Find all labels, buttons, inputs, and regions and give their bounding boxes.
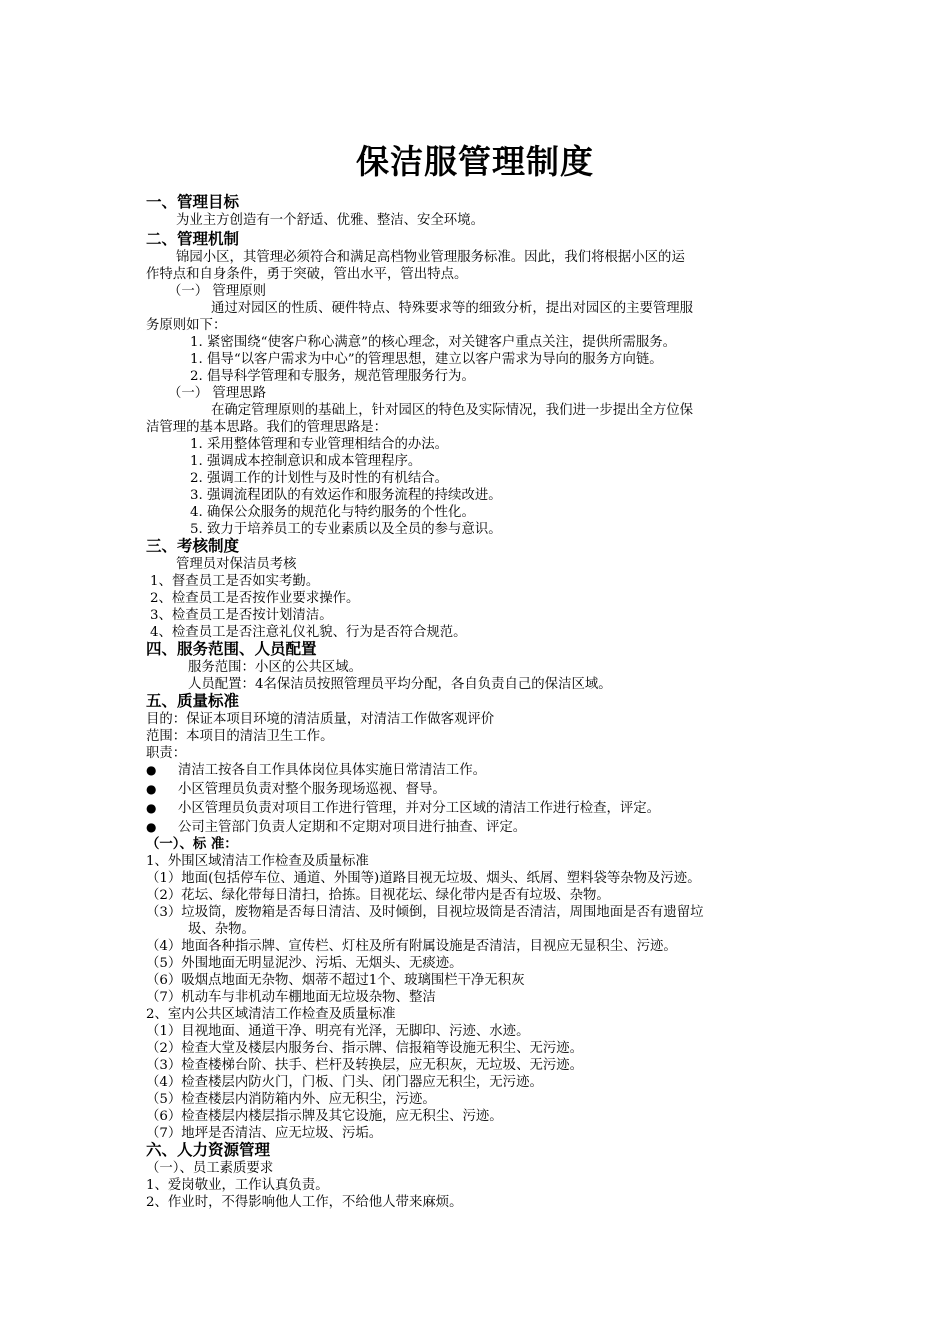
outer-area-heading: 1、外围区域清洁工作检查及质量标准: [146, 854, 369, 869]
section-heading-quality: 五、质量标准: [146, 692, 240, 710]
standards-heading: （一）、标 准：: [146, 836, 238, 852]
approach-item: 2. 强调工作的计划性与及时性的有机结合。: [190, 471, 449, 486]
bullet-icon: ●: [146, 801, 157, 815]
approach-item: 4. 确保公众服务的规范化与特约服务的个性化。: [190, 505, 475, 520]
quality-range: 范围：本项目的清洁卫生工作。: [146, 729, 334, 744]
section-heading-goal: 一、管理目标: [146, 193, 240, 211]
principle-item: 1. 倡导“以客户需求为中心”的管理思想，建立以客户需求为导向的服务方向链。: [190, 352, 663, 367]
section-heading-mechanism: 二、管理机制: [146, 230, 240, 248]
indoor-area-heading: 2、室内公共区域清洁工作检查及质量标准: [146, 1007, 396, 1022]
approach-item: 1. 采用整体管理和专业管理相结合的办法。: [190, 437, 449, 452]
outer-area-item-continued: 圾、杂物。: [188, 922, 255, 937]
outer-area-item: （4）地面各种指示牌、宣传栏、灯柱及所有附属设施是否清洁，目视应无显积尘、污迹。: [146, 939, 677, 954]
indoor-area-item: （3）检查楼梯台阶、扶手、栏杆及转换层，应无积灰，无垃圾、无污迹。: [146, 1058, 584, 1073]
staffing-text: 人员配置：4名保洁员按照管理员平均分配，各自负责自己的保洁区域。: [188, 677, 612, 692]
duties-label: 职责：: [146, 746, 187, 761]
approach-item: 5. 致力于培养员工的专业素质以及全员的参与意识。: [190, 522, 502, 537]
approach-item: 3. 强调流程团队的有效运作和服务流程的持续改进。: [190, 488, 502, 503]
assessment-subheading: 管理员对保洁员考核: [176, 557, 297, 572]
principle-item: 2. 倡导科学管理和专服务，规范管理服务行为。: [190, 369, 475, 384]
mechanism-intro-line: 作特点和自身条件，勇于突破，管出水平，管出特点。: [146, 267, 468, 282]
section-heading-scope: 四、服务范围、人员配置: [146, 640, 317, 658]
indoor-area-item: （2）检查大堂及楼层内服务台、指示牌、信报箱等设施无积尘、无污迹。: [146, 1041, 584, 1056]
principles-text-line: 务原则如下：: [146, 318, 227, 333]
hr-subheading: （一）、员工素质要求: [146, 1161, 274, 1176]
approach-text-line: 在确定管理原则的基础上，针对园区的特色及实际情况，我们进一步提出全方位保: [211, 403, 694, 418]
duty-item: 小区管理员负责对项目工作进行管理，并对分工区域的清洁工作进行检查，评定。: [178, 801, 661, 816]
subsection-heading-approach: （一） 管理思路: [168, 386, 266, 401]
bullet-icon: ●: [146, 782, 157, 796]
approach-item: 1. 强调成本控制意识和成本管理程序。: [190, 454, 422, 469]
outer-area-item: （5）外围地面无明显泥沙、污垢、无烟头、无痰迹。: [146, 956, 463, 971]
duty-item: 清洁工按各自工作具体岗位具体实施日常清洁工作。: [178, 763, 486, 778]
page-title: 保洁服管理制度: [356, 142, 594, 181]
subsection-heading-principles: （一） 管理原则: [168, 284, 266, 299]
indoor-area-item: （7）地坪是否清洁、应无垃圾、污垢。: [146, 1126, 383, 1141]
duty-item: 小区管理员负责对整个服务现场巡视、督导。: [178, 782, 446, 797]
service-scope-text: 服务范围：小区的公共区域。: [188, 660, 363, 675]
outer-area-item: （2）花坛、绿化带每日清扫，拾拣。目视花坛、绿化带内是否有垃圾、杂物。: [146, 888, 610, 903]
mechanism-intro-line: 锦园小区，其管理必须符合和满足高档物业管理服务标准。因此，我们将根据小区的运: [176, 250, 685, 265]
principles-text-line: 通过对园区的性质、硬件特点、特殊要求等的细致分析，提出对园区的主要管理服: [211, 301, 694, 316]
indoor-area-item: （1）目视地面、通道干净、明亮有光泽，无脚印、污迹、水迹。: [146, 1024, 530, 1039]
assessment-item: 1、督查员工是否如实考勤。: [150, 574, 320, 589]
section-heading-hr: 六、人力资源管理: [146, 1141, 271, 1159]
approach-text-line: 洁管理的基本思路。我们的管理思路是：: [146, 420, 388, 435]
indoor-area-item: （5）检查楼层内消防箱内外、应无积尘，污迹。: [146, 1092, 436, 1107]
indoor-area-item: （6）检查楼层内楼层指示牌及其它设施，应无积尘、污迹。: [146, 1109, 503, 1124]
goal-text: 为业主方创造有一个舒适、优雅、整洁、安全环境。: [176, 213, 484, 228]
outer-area-item: （1）地面(包括停车位、通道、外围等)道路目视无垃圾、烟头、纸屑、塑料袋等杂物及污迹。: [146, 871, 701, 886]
assessment-item: 3、检查员工是否按计划清洁。: [150, 608, 333, 623]
indoor-area-item: （4）检查楼层内防火门，门板、门头、闭门器应无积尘，无污迹。: [146, 1075, 543, 1090]
assessment-item: 4、检查员工是否注意礼仪礼貌、行为是否符合规范。: [150, 625, 467, 640]
hr-item: 1、爱岗敬业，工作认真负责。: [146, 1178, 329, 1193]
bullet-icon: ●: [146, 763, 157, 777]
bullet-icon: ●: [146, 820, 157, 834]
duty-item: 公司主管部门负责人定期和不定期对项目进行抽查、评定。: [178, 820, 527, 835]
hr-item: 2、作业时，不得影响他人工作，不给他人带来麻烦。: [146, 1195, 463, 1210]
outer-area-item: （6）吸烟点地面无杂物、烟蒂不超过1个、玻璃围栏干净无积灰: [146, 973, 525, 988]
section-heading-assessment: 三、考核制度: [146, 537, 240, 555]
principle-item: 1. 紧密围绕“使客户称心满意”的核心理念，对关键客户重点关注，提供所需服务。: [190, 335, 677, 350]
quality-purpose: 目的：保证本项目环境的清洁质量，对清洁工作做客观评价: [146, 712, 495, 727]
outer-area-item: （3）垃圾筒，废物箱是否每日清洁、及时倾倒，目视垃圾筒是否清洁，周围地面是否有遗留垃: [146, 905, 704, 920]
assessment-item: 2、检查员工是否按作业要求操作。: [150, 591, 360, 606]
outer-area-item: （7）机动车与非机动车棚地面无垃圾杂物、整洁: [146, 990, 436, 1005]
